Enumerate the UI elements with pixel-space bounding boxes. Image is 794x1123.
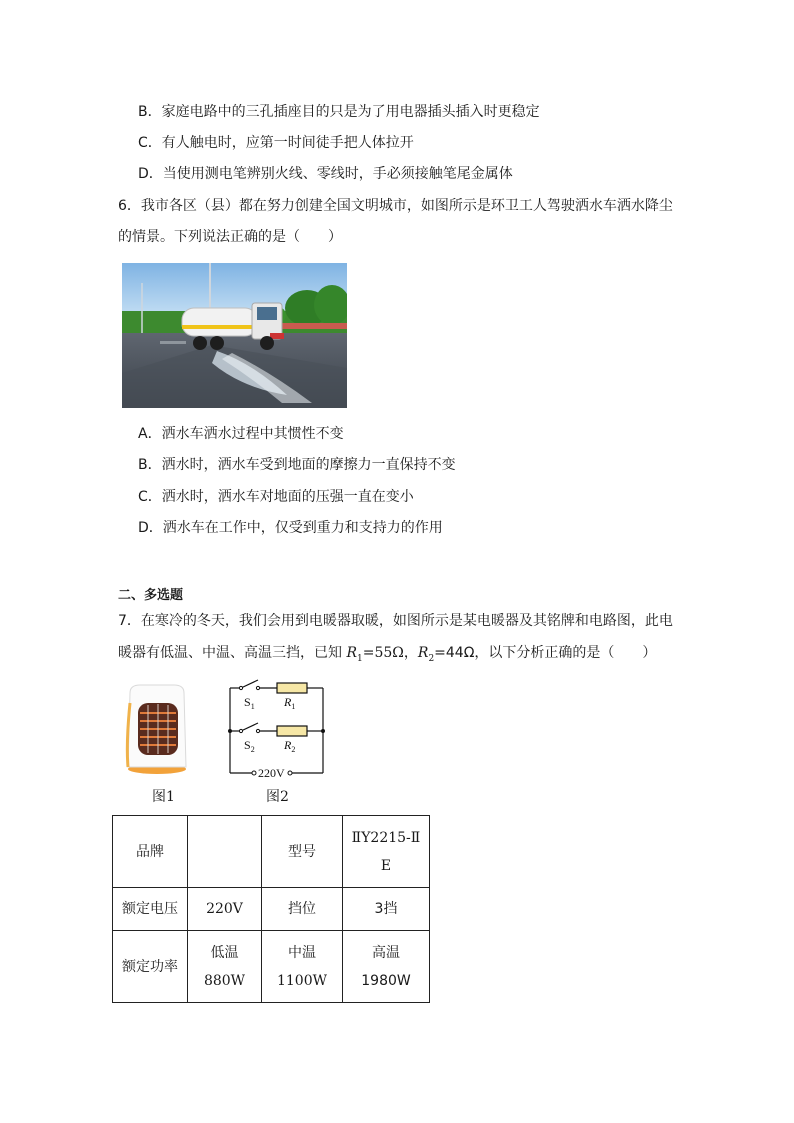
q6-stem-line1: 6．我市各区（县）都在努力创建全国文明城市，如图所示是环卫工人驾驶洒水车洒水降尘 [118, 198, 673, 214]
table-cell [188, 816, 262, 888]
table-cell: 额定电压 [113, 888, 188, 931]
table-cell: 额定功率 [113, 931, 188, 1003]
table-cell: 220V [188, 888, 262, 931]
q6-option-d: D．洒水车在工作中，仅受到重力和支持力的作用 [138, 520, 443, 536]
q7-stem-line1: 7．在寒冷的冬天，我们会用到电暖器取暖，如图所示是某电暖器及其铭牌和电路图，此电 [118, 613, 673, 629]
spec-table [112, 815, 430, 1003]
resistor-r2-label: $R_2$ [284, 738, 296, 754]
q5-option-d: D．当使用测电笔辨别火线、零线时，手必须接触笔尾金属体 [138, 166, 513, 182]
table-cell: 3挡 [343, 888, 430, 931]
table-cell: 中温 1100W [262, 931, 343, 1003]
table-cell: 高温 1980W [343, 931, 430, 1003]
table-cell: 型号 [262, 816, 343, 888]
r1-symbol: R [346, 645, 357, 661]
resistor-r1-label: $R_1$ [284, 695, 296, 711]
section-title: 二、多选题 [118, 588, 184, 603]
switch-s2-label: $S_2$ [244, 738, 255, 754]
switch-s1-label: $S_1$ [244, 695, 255, 711]
source-voltage-label: 220V [258, 766, 285, 780]
q6-stem-line2: 的情景。下列说法正确的是（ ） [118, 229, 342, 245]
q7-stem-line2: 暖器有低温、中温、高温三挡，已知 $R_1=55\Omega$，$R_2=44\Omega$，以下分析正确的是（ ） [118, 645, 657, 664]
circuit-diagram [222, 676, 334, 782]
q6-option-c: C．洒水时，洒水车对地面的压强一直在变小 [138, 489, 414, 505]
figure2-label: 图2 [266, 789, 289, 805]
sprinkler-truck-photo [122, 263, 347, 408]
heater-image [124, 683, 190, 775]
table-cell: ⅡY2215-Ⅱ E [343, 816, 430, 888]
table-row [113, 816, 430, 888]
table-row [113, 931, 430, 1003]
r2-symbol: R [417, 645, 429, 661]
table-row [113, 888, 430, 931]
q5-option-b: B．家庭电路中的三孔插座目的只是为了用电器插头插入时更稳定 [138, 104, 540, 120]
table-cell: 品牌 [113, 816, 188, 888]
q6-option-b: B．洒水时，洒水车受到地面的摩擦力一直保持不变 [138, 457, 456, 473]
q6-option-a: A．洒水车洒水过程中其惯性不变 [138, 426, 344, 442]
q5-option-c: C．有人触电时，应第一时间徒手把人体拉开 [138, 135, 414, 151]
table-cell: 低温 880W [188, 931, 262, 1003]
table-cell: 挡位 [262, 888, 343, 931]
figure1-label: 图1 [152, 789, 175, 805]
